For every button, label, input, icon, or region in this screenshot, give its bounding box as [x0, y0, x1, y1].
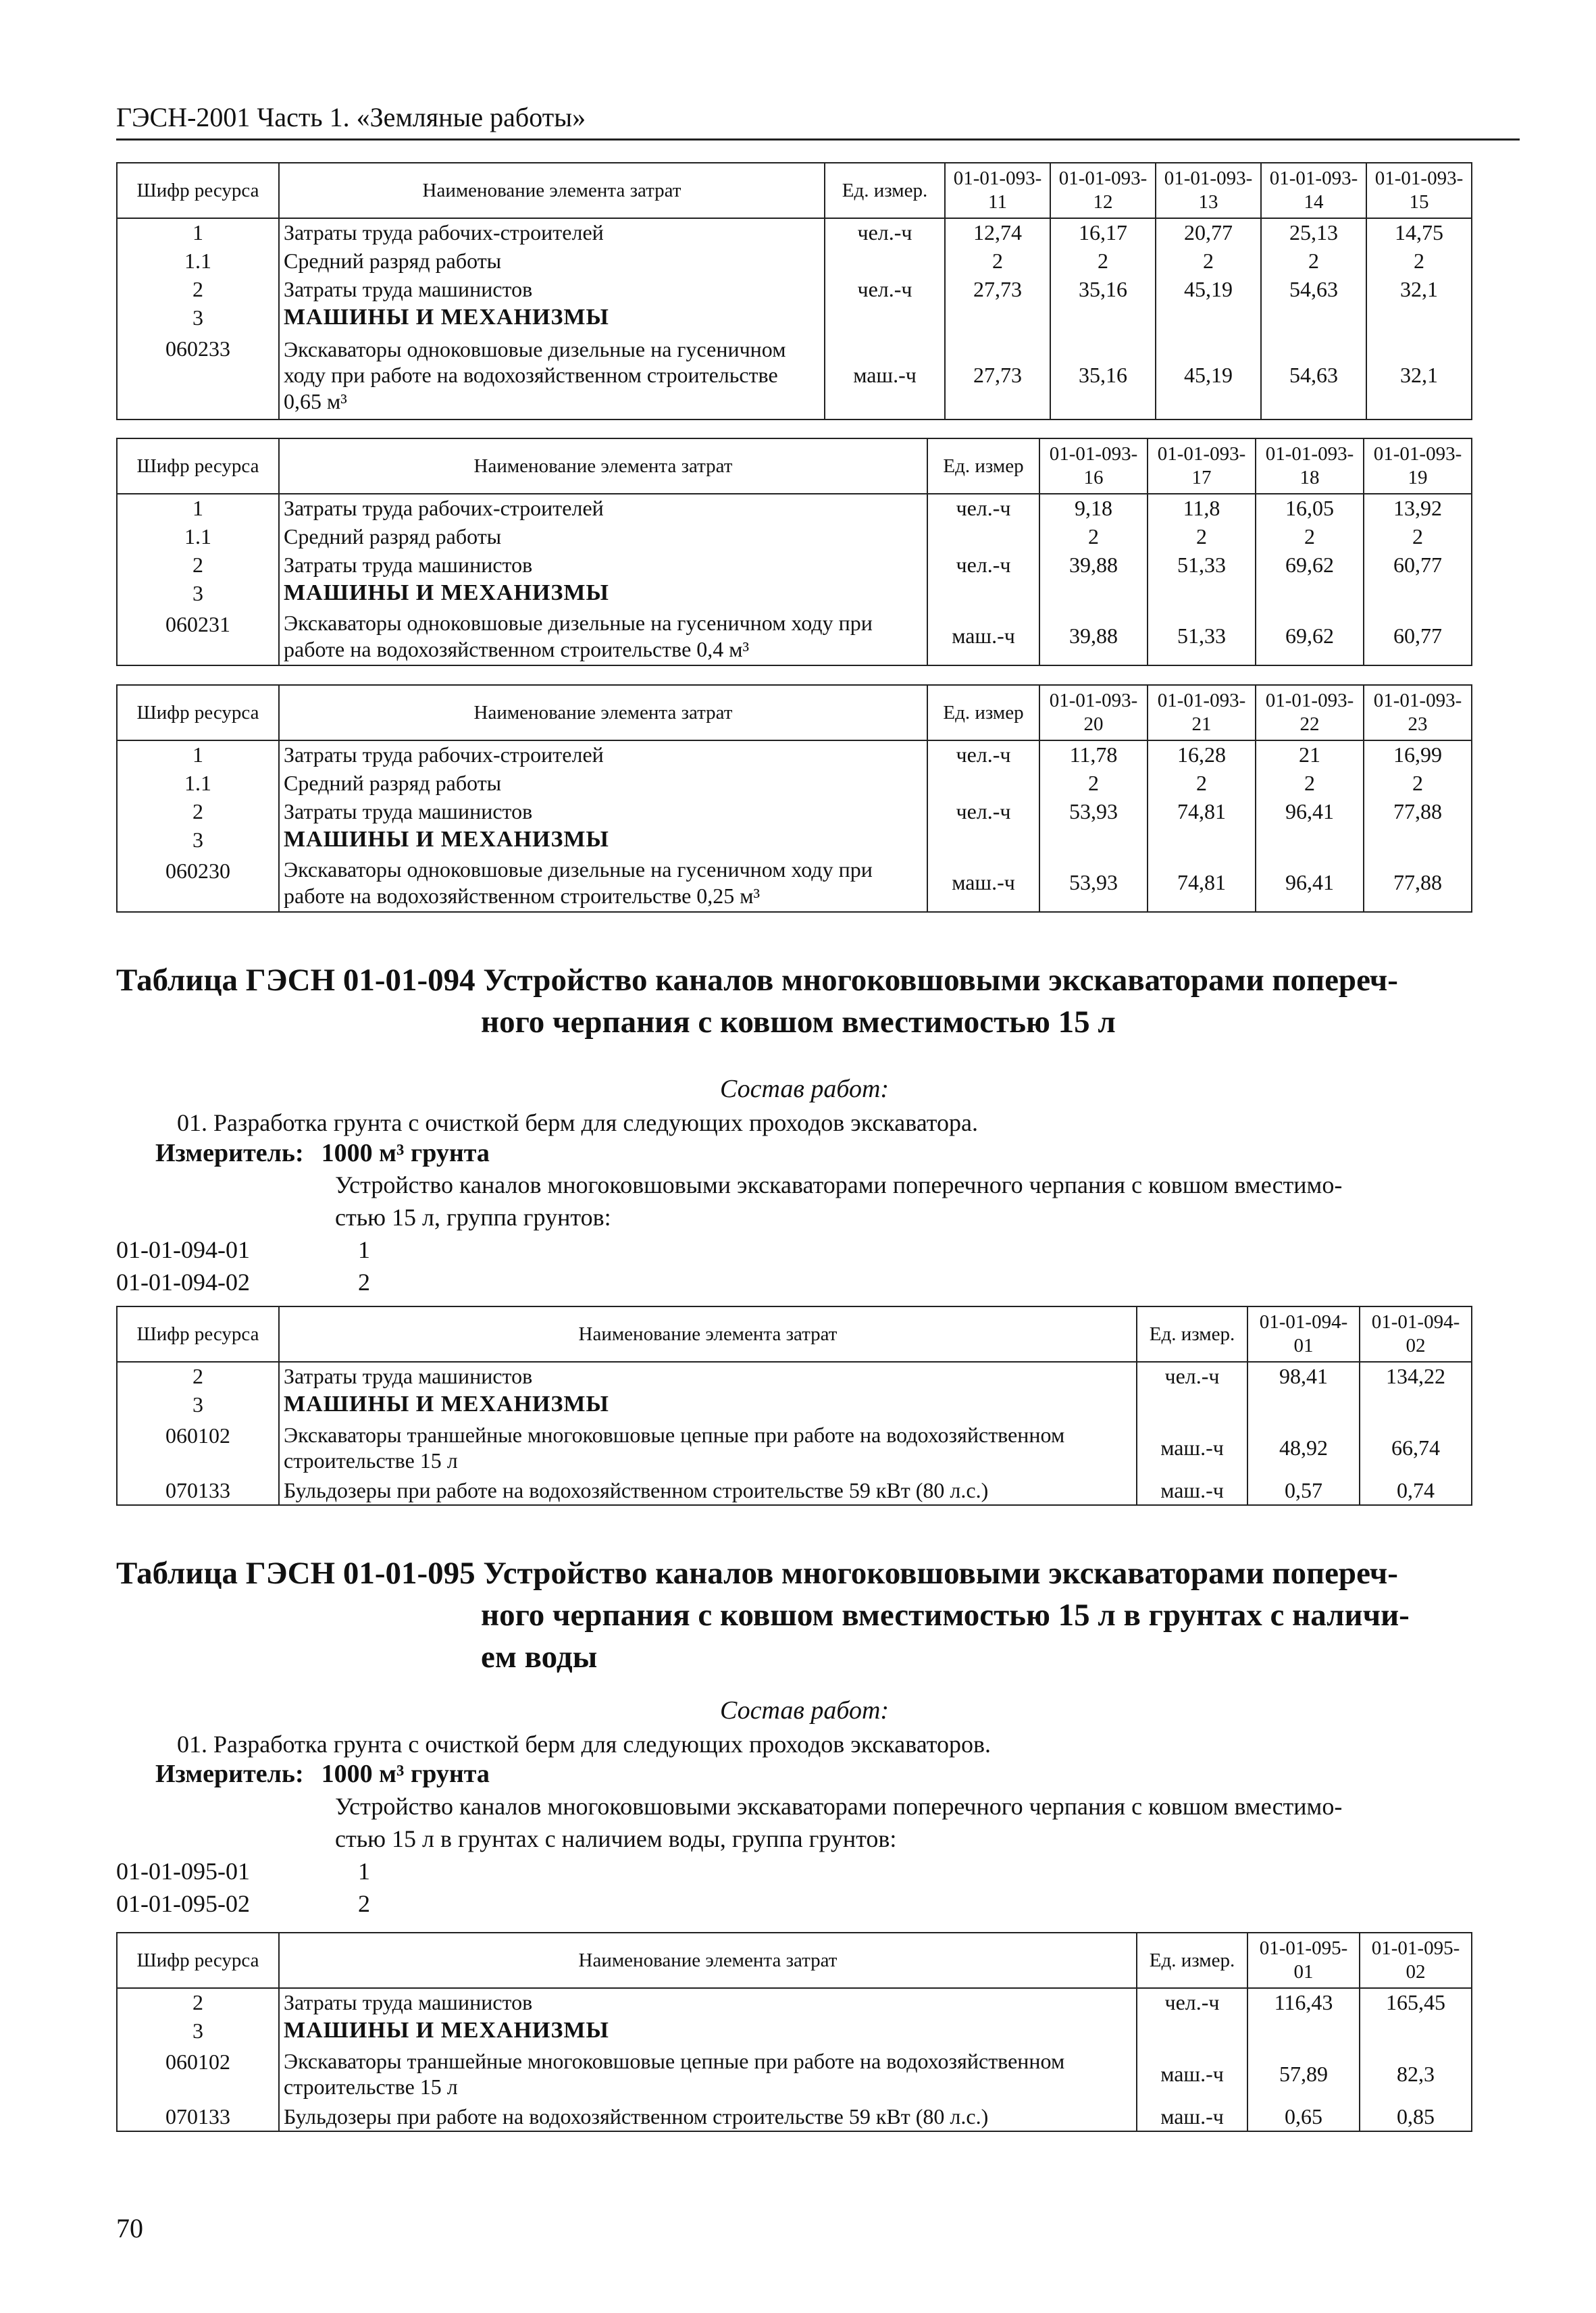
- norm-value: 2: [1364, 522, 1472, 551]
- work-step: 01. Разработка грунта с очисткой берм для следующих проходов экскаватора.: [177, 1109, 979, 1136]
- col-unit-header: Ед. измер: [927, 685, 1039, 740]
- col-norm-header: 01-01-093-16: [1039, 438, 1148, 494]
- table-title-line: ного черпания с ковшом вместимостью 15 л в грунтах с наличи-: [481, 1598, 1410, 1633]
- norm-value: 32,1: [1366, 275, 1472, 303]
- norm-value: 11,78: [1039, 740, 1148, 769]
- measure-line: [155, 1759, 490, 1789]
- col-name-header: Наименование элемента затрат: [279, 163, 825, 218]
- norm-description: [335, 1169, 1524, 1234]
- resource-unit: маш.-ч: [1137, 2103, 1247, 2131]
- table-row: [117, 1362, 1472, 1390]
- col-norm-header: 01-01-093-19: [1364, 438, 1472, 494]
- col-norm-header: 01-01-094-02: [1360, 1306, 1472, 1362]
- norm-value: 27,73: [945, 275, 1050, 303]
- work-composition-label: Состав работ:: [720, 1075, 890, 1103]
- col-name-header: Наименование элемента затрат: [279, 438, 927, 494]
- norm-code: 01-01-095-02: [116, 1890, 250, 1917]
- page-header: ГЭСН-2001 Часть 1. «Земляные работы»: [116, 102, 586, 132]
- resource-code: 3: [117, 825, 279, 854]
- table-row: [117, 607, 1472, 665]
- resource-name: Затраты труда рабочих-строителей: [279, 494, 927, 522]
- resource-name: Бульдозеры при работе на водохозяйственном строительстве 59 кВт (80 л.с.): [279, 2103, 1137, 2131]
- norm-value: 16,17: [1050, 218, 1156, 247]
- norm-value: 21: [1256, 740, 1364, 769]
- norm-value: 39,88: [1039, 551, 1148, 579]
- col-code-header: Шифр ресурса: [117, 685, 279, 740]
- resource-name: Затраты труда машинистов: [279, 275, 825, 303]
- section-heading: МАШИНЫ И МЕХАНИЗМЫ: [279, 303, 825, 332]
- col-code-header: Шифр ресурса: [117, 438, 279, 494]
- resource-unit: маш.-ч: [927, 854, 1039, 912]
- norm-value: 96,41: [1256, 854, 1364, 912]
- table-row: [117, 797, 1472, 825]
- table-title-line: Таблица ГЭСН 01-01-095 Устройство каналов многоковшовыми экскаваторами попереч-: [116, 1556, 1398, 1591]
- resource-table-093-11-15: [116, 162, 1472, 420]
- measure-line: [155, 1138, 490, 1168]
- norm-value: 77,88: [1364, 797, 1472, 825]
- table-row: [117, 1988, 1472, 2016]
- col-norm-header: 01-01-093-12: [1050, 163, 1156, 218]
- norm-code: 01-01-095-01: [116, 1858, 250, 1885]
- norm-value: 0,65: [1247, 2103, 1360, 2131]
- norm-value: 16,05: [1256, 494, 1364, 522]
- resource-code: 070133: [117, 1477, 279, 1505]
- norm-value: 39,88: [1039, 607, 1148, 665]
- resource-name: Затраты труда машинистов: [279, 1362, 1137, 1390]
- resource-unit: чел.-ч: [927, 740, 1039, 769]
- resource-name: Затраты труда машинистов: [279, 551, 927, 579]
- norm-value: 69,62: [1256, 551, 1364, 579]
- resource-unit: чел.-ч: [927, 494, 1039, 522]
- resource-name: Средний разряд работы: [279, 522, 927, 551]
- norm-value: 60,77: [1364, 607, 1472, 665]
- resource-name: Бульдозеры при работе на водохозяйственном строительстве 59 кВт (80 л.с.): [279, 1477, 1137, 1505]
- norm-value: 35,16: [1050, 275, 1156, 303]
- table-row: [117, 2045, 1472, 2103]
- resource-unit: чел.-ч: [1137, 1988, 1247, 2016]
- col-norm-header: 01-01-095-02: [1360, 1933, 1472, 1988]
- measure-value: 1000 м³ грунта: [321, 1760, 490, 1788]
- norm-value: 0,85: [1360, 2103, 1472, 2131]
- table-title-line: Таблица ГЭСН 01-01-094 Устройство каналов многоковшовыми экскаваторами попереч-: [116, 963, 1398, 998]
- norm-value: 98,41: [1247, 1362, 1360, 1390]
- norm-value: 54,63: [1261, 332, 1366, 420]
- col-name-header: Наименование элемента затрат: [279, 1933, 1137, 1988]
- resource-unit: чел.-ч: [825, 218, 945, 247]
- soil-group: 1: [358, 1858, 370, 1885]
- norm-value: 96,41: [1256, 797, 1364, 825]
- description-line: стью 15 л в грунтах с наличием воды, группа грунтов:: [335, 1825, 897, 1852]
- section-heading: МАШИНЫ И МЕХАНИЗМЫ: [279, 2016, 1137, 2045]
- norm-value: 16,99: [1364, 740, 1472, 769]
- resource-unit: чел.-ч: [927, 797, 1039, 825]
- col-norm-header: 01-01-093-17: [1148, 438, 1256, 494]
- resource-unit: чел.-ч: [1137, 1362, 1247, 1390]
- col-unit-header: Ед. измер.: [1137, 1933, 1247, 1988]
- norm-value: 2: [1256, 522, 1364, 551]
- norm-value: 25,13: [1261, 218, 1366, 247]
- measure-label: Измеритель:: [155, 1760, 304, 1788]
- norm-description: [335, 1790, 1524, 1855]
- norm-value: 2: [1039, 769, 1148, 797]
- resource-code: 3: [117, 579, 279, 607]
- resource-table-095: [116, 1932, 1472, 2132]
- page-number: 70: [116, 2213, 143, 2243]
- resource-code: 060231: [117, 607, 279, 665]
- norm-code: 01-01-094-01: [116, 1236, 250, 1263]
- col-name-header: Наименование элемента затрат: [279, 1306, 1137, 1362]
- norm-value: 54,63: [1261, 275, 1366, 303]
- section-heading: МАШИНЫ И МЕХАНИЗМЫ: [279, 825, 927, 854]
- resource-name: Затраты труда машинистов: [279, 797, 927, 825]
- norm-value: 165,45: [1360, 1988, 1472, 2016]
- table-title-094: [116, 959, 1508, 1043]
- norm-value: 77,88: [1364, 854, 1472, 912]
- norm-value: 57,89: [1247, 2045, 1360, 2103]
- resource-name: Экскаваторы одноковшовые дизельные на гусеничном ходу при работе на водохозяйственном строительстве 0,65 м³: [279, 332, 825, 420]
- norm-value: 13,92: [1364, 494, 1472, 522]
- col-norm-header: 01-01-093-18: [1256, 438, 1364, 494]
- table-row: [117, 1390, 1472, 1419]
- norm-value: 45,19: [1156, 332, 1261, 420]
- col-norm-header: 01-01-093-23: [1364, 685, 1472, 740]
- norm-value: 53,93: [1039, 854, 1148, 912]
- norm-value: 74,81: [1148, 797, 1256, 825]
- resource-unit: [825, 247, 945, 275]
- norm-value: 48,92: [1247, 1419, 1360, 1477]
- norm-value: 2: [1256, 769, 1364, 797]
- col-norm-header: 01-01-094-01: [1247, 1306, 1360, 1362]
- col-norm-header: 01-01-093-22: [1256, 685, 1364, 740]
- norm-value: 134,22: [1360, 1362, 1472, 1390]
- col-norm-header: 01-01-093-14: [1261, 163, 1366, 218]
- work-composition-label: Состав работ:: [720, 1696, 890, 1725]
- norm-value: 2: [1156, 247, 1261, 275]
- norm-value: 2: [1148, 522, 1256, 551]
- description-line: стью 15 л, группа грунтов:: [335, 1204, 611, 1231]
- resource-code: 3: [117, 303, 279, 332]
- col-norm-header: 01-01-093-11: [945, 163, 1050, 218]
- norm-value: 11,8: [1148, 494, 1256, 522]
- norm-value: 20,77: [1156, 218, 1261, 247]
- resource-code: 060102: [117, 1419, 279, 1477]
- resource-unit: маш.-ч: [927, 607, 1039, 665]
- col-norm-header: 01-01-093-15: [1366, 163, 1472, 218]
- resource-unit: маш.-ч: [1137, 2045, 1247, 2103]
- norm-value: 0,57: [1247, 1477, 1360, 1505]
- norm-value: 53,93: [1039, 797, 1148, 825]
- resource-table-094: [116, 1306, 1472, 1506]
- col-norm-header: 01-01-093-21: [1148, 685, 1256, 740]
- norm-value: 82,3: [1360, 2045, 1472, 2103]
- norm-value: 12,74: [945, 218, 1050, 247]
- col-code-header: Шифр ресурса: [117, 1306, 279, 1362]
- table-row: [117, 522, 1472, 551]
- resource-code: 060102: [117, 2045, 279, 2103]
- norm-value: 27,73: [945, 332, 1050, 420]
- norm-value: 69,62: [1256, 607, 1364, 665]
- resource-table-093-20-23: [116, 684, 1472, 913]
- description-line: Устройство каналов многоковшовыми экскаваторами поперечного черпания с ковшом вместимо-: [335, 1793, 1343, 1820]
- resource-code: 1.1: [117, 769, 279, 797]
- table-row: [117, 494, 1472, 522]
- table-row: [117, 332, 1472, 420]
- norm-value: 45,19: [1156, 275, 1261, 303]
- col-norm-header: 01-01-093-20: [1039, 685, 1148, 740]
- norm-value: 0,74: [1360, 1477, 1472, 1505]
- col-norm-header: 01-01-095-01: [1247, 1933, 1360, 1988]
- norm-list: [116, 1855, 370, 1920]
- table-row: [117, 218, 1472, 247]
- table-row: [117, 825, 1472, 854]
- description-line: Устройство каналов многоковшовыми экскаваторами поперечного черпания с ковшом вместимо-: [335, 1171, 1343, 1198]
- table-row: [117, 551, 1472, 579]
- resource-code: 3: [117, 1390, 279, 1419]
- table-row: [117, 740, 1472, 769]
- resource-code: 3: [117, 2016, 279, 2045]
- table-row: [117, 769, 1472, 797]
- table-row: [117, 2103, 1472, 2131]
- resource-code: 060230: [117, 854, 279, 912]
- soil-group: 1: [358, 1236, 370, 1263]
- norm-value: 32,1: [1366, 332, 1472, 420]
- resource-name: Затраты труда машинистов: [279, 1988, 1137, 2016]
- col-norm-header: 01-01-093-13: [1156, 163, 1261, 218]
- col-unit-header: Ед. измер.: [1137, 1306, 1247, 1362]
- resource-code: 2: [117, 797, 279, 825]
- table-row: [117, 579, 1472, 607]
- norm-list: [116, 1234, 370, 1298]
- section-heading: МАШИНЫ И МЕХАНИЗМЫ: [279, 1390, 1137, 1419]
- col-unit-header: Ед. измер.: [825, 163, 945, 218]
- norm-value: 74,81: [1148, 854, 1256, 912]
- table-row: [117, 854, 1472, 912]
- table-row: [117, 1477, 1472, 1505]
- resource-unit: [927, 522, 1039, 551]
- work-step: 01. Разработка грунта с очисткой берм для следующих проходов экскаваторов.: [177, 1731, 992, 1758]
- norm-value: 2: [1050, 247, 1156, 275]
- table-title-095: [116, 1552, 1508, 1678]
- col-code-header: Шифр ресурса: [117, 1933, 279, 1988]
- resource-name: Экскаваторы одноковшовые дизельные на гусеничном ходу при работе на водохозяйственном строительстве 0,4 м³: [279, 607, 927, 665]
- soil-group: 2: [358, 1269, 370, 1296]
- resource-code: 1.1: [117, 522, 279, 551]
- table-row: [117, 247, 1472, 275]
- norm-value: 116,43: [1247, 1988, 1360, 2016]
- norm-value: 2: [1366, 247, 1472, 275]
- resource-name: Экскаваторы траншейные многоковшовые цепные при работе на водохозяйственном строительстве 15 л: [279, 1419, 1137, 1477]
- col-unit-header: Ед. измер: [927, 438, 1039, 494]
- resource-code: 060233: [117, 332, 279, 420]
- norm-value: 51,33: [1148, 607, 1256, 665]
- col-code-header: Шифр ресурса: [117, 163, 279, 218]
- resource-unit: [927, 769, 1039, 797]
- norm-value: 2: [1148, 769, 1256, 797]
- col-name-header: Наименование элемента затрат: [279, 685, 927, 740]
- table-row: [117, 2016, 1472, 2045]
- resource-unit: чел.-ч: [927, 551, 1039, 579]
- norm-value: 2: [1364, 769, 1472, 797]
- norm-value: 66,74: [1360, 1419, 1472, 1477]
- header-rule: [116, 138, 1520, 141]
- resource-name: Экскаваторы траншейные многоковшовые цепные при работе на водохозяйственном строительстве 15 л: [279, 2045, 1137, 2103]
- norm-value: 2: [1261, 247, 1366, 275]
- norm-value: 2: [1039, 522, 1148, 551]
- resource-code: 2: [117, 551, 279, 579]
- norm-value: 14,75: [1366, 218, 1472, 247]
- measure-label: Измеритель:: [155, 1139, 304, 1167]
- norm-value: 2: [945, 247, 1050, 275]
- resource-name: Экскаваторы одноковшовые дизельные на гусеничном ходу при работе на водохозяйственном строительстве 0,25 м³: [279, 854, 927, 912]
- resource-code: 2: [117, 1362, 279, 1390]
- resource-unit: чел.-ч: [825, 275, 945, 303]
- resource-code: 1: [117, 494, 279, 522]
- norm-value: 60,77: [1364, 551, 1472, 579]
- resource-unit: маш.-ч: [1137, 1477, 1247, 1505]
- resource-name: Средний разряд работы: [279, 769, 927, 797]
- section-heading: МАШИНЫ И МЕХАНИЗМЫ: [279, 579, 927, 607]
- soil-group: 2: [358, 1890, 370, 1917]
- resource-table-093-16-19: [116, 438, 1472, 666]
- resource-code: 2: [117, 1988, 279, 2016]
- resource-code: 070133: [117, 2103, 279, 2131]
- resource-code: 2: [117, 275, 279, 303]
- resource-code: 1: [117, 740, 279, 769]
- resource-code: 1: [117, 218, 279, 247]
- resource-code: 1.1: [117, 247, 279, 275]
- norm-value: 35,16: [1050, 332, 1156, 420]
- norm-code: 01-01-094-02: [116, 1269, 250, 1296]
- table-row: [117, 275, 1472, 303]
- table-row: [117, 1419, 1472, 1477]
- table-title-line: ем воды: [481, 1640, 598, 1675]
- norm-value: 51,33: [1148, 551, 1256, 579]
- resource-name: Средний разряд работы: [279, 247, 825, 275]
- measure-value: 1000 м³ грунта: [321, 1139, 490, 1167]
- norm-value: 16,28: [1148, 740, 1256, 769]
- resource-unit: маш.-ч: [825, 332, 945, 420]
- table-row: [117, 303, 1472, 332]
- norm-value: 9,18: [1039, 494, 1148, 522]
- table-title-line: ного черпания с ковшом вместимостью 15 л: [481, 1005, 1116, 1040]
- resource-unit: маш.-ч: [1137, 1419, 1247, 1477]
- resource-name: Затраты труда рабочих-строителей: [279, 218, 825, 247]
- resource-name: Затраты труда рабочих-строителей: [279, 740, 927, 769]
